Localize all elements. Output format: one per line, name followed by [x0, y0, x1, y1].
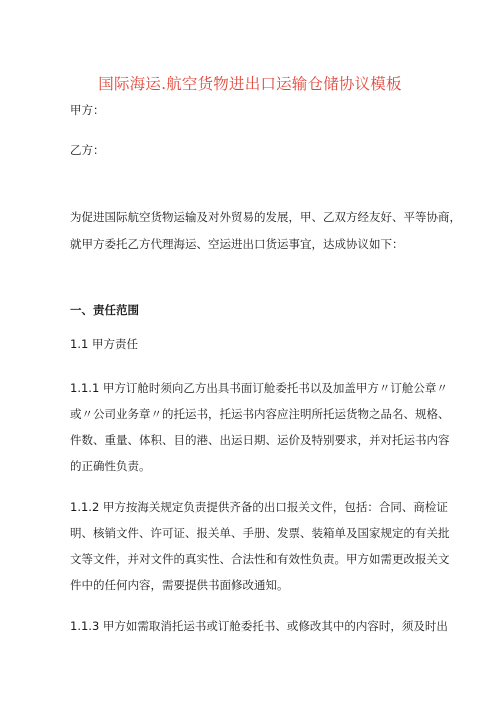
clause-1-1-2-line-3: 文等文件，并对文件的真实性、合法性和有效性负责。甲方如需更改报关文	[70, 552, 450, 566]
clause-1-1-2-line-1: 1.1.2 甲方按海关规定负责提供齐备的出口报关文件，包括：合同、商检证	[70, 500, 448, 514]
clause-1-1-3-line-1: 1.1.3 甲方如需取消托运书或订舱委托书、或修改其中的内容时，须及时出	[70, 619, 448, 633]
clause-1-1-1-line-4: 的正确性负责。	[70, 459, 151, 473]
document-title: 国际海运.航空货物进出口运输仓储协议模板	[98, 75, 402, 93]
party-a-label: 甲方：	[70, 103, 105, 117]
section-heading-responsibility: 一、责任范围	[70, 303, 139, 317]
intro-line-1: 为促进国际航空货物运输及对外贸易的发展，甲、乙双方经友好、平等协商，	[70, 210, 461, 224]
clause-1-1-1-line-1: 1.1.1 甲方订舱时须向乙方出具书面订舱委托书以及加盖甲方〃订舱公章〃	[70, 381, 448, 395]
clause-1-1-2-line-2: 明、核销文件、许可证、报关单、手册、发票、装箱单及国家规定的有关批	[70, 526, 450, 540]
party-b-label: 乙方：	[70, 143, 105, 157]
clause-1-1-2-line-4: 件中的任何内容，需要提供书面修改通知。	[70, 578, 289, 592]
subsection-heading-party-a: 1.1 甲方责任	[70, 337, 138, 351]
intro-line-2: 就甲方委托乙方代理海运、空运进出口货运事宜，达成协议如下：	[70, 237, 404, 251]
clause-1-1-1-line-3: 件数、重量、体积、目的港、出运日期、运价及特别要求，并对托运书内容	[70, 433, 450, 447]
clause-1-1-1-line-2: 或〃公司业务章〃的托运书，托运书内容应注明所托运货物之品名、规格、	[70, 407, 450, 421]
